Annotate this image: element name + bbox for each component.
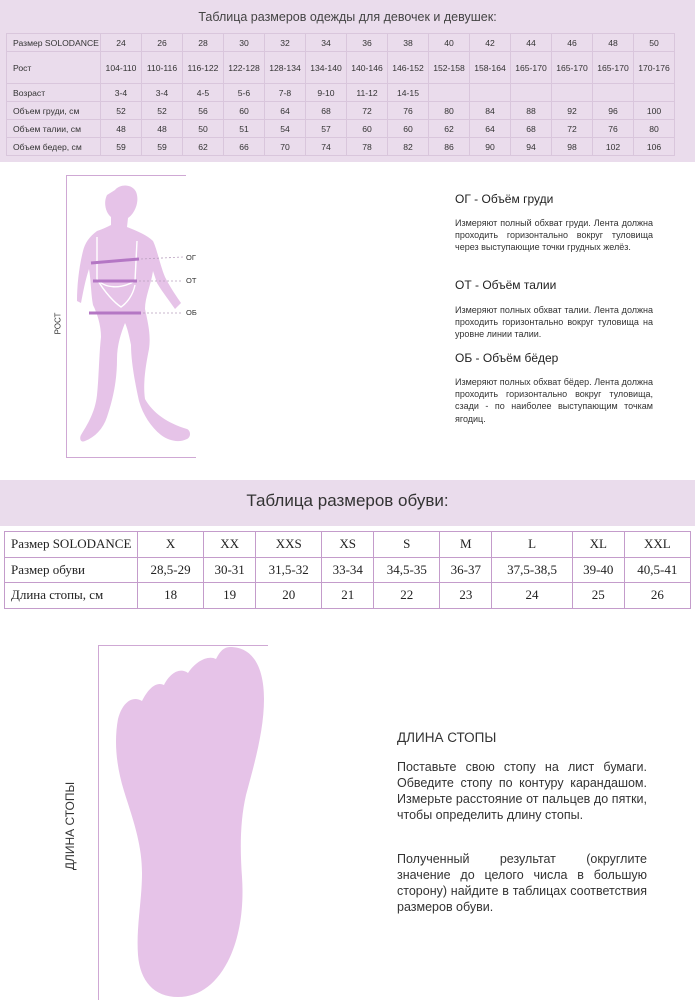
table-cell: 14-15: [388, 84, 429, 102]
table-cell: [429, 84, 470, 102]
table-cell: 165-170: [552, 52, 593, 84]
table-cell: 5-6: [224, 84, 265, 102]
table-cell: 152-158: [429, 52, 470, 84]
table-cell: 68: [511, 120, 552, 138]
table-cell: 31,5-32: [256, 557, 322, 583]
table-cell: 51: [224, 120, 265, 138]
table-cell: 128-134: [265, 52, 306, 84]
table-cell: XL: [572, 532, 624, 558]
table-cell: 59: [101, 138, 142, 156]
waist-definition-title: ОТ - Объём талии: [455, 278, 557, 292]
table-cell: 96: [593, 102, 634, 120]
table-cell: 24: [492, 583, 573, 609]
table-cell: 22: [374, 583, 440, 609]
table-cell: 28: [183, 34, 224, 52]
clothing-size-table: [6, 33, 675, 156]
table-row: [5, 557, 691, 583]
table-cell: [593, 84, 634, 102]
table-cell: 72: [347, 102, 388, 120]
hips-definition-text: Измеряют полных обхват бёдер. Лента должна проходить горизонтально вокруг туловища, сзади - по наиболее выступающим точкам ягодиц.: [455, 377, 653, 424]
foot-instructions-text: Поставьте свою стопу на лист бумаги. Обведите стопу по контуру карандашом. Измерьте расстояние от пальцев до пятки, чтобы определить длину стопы.: [397, 760, 647, 822]
table-cell: XX: [204, 532, 256, 558]
chest-mark-label: ОГ: [186, 253, 196, 262]
table-cell: 21: [322, 583, 374, 609]
table-cell: 42: [470, 34, 511, 52]
table-cell: 122-128: [224, 52, 265, 84]
table-cell: 64: [265, 102, 306, 120]
table-cell: 134-140: [306, 52, 347, 84]
table-cell: 11-12: [347, 84, 388, 102]
table-row: [7, 34, 675, 52]
table-cell: 34,5-35: [374, 557, 440, 583]
chest-definition-text: Измеряют полный обхват груди. Лента должна проходить горизонтально вокруг туловища через выступающие точки грудных желёз.: [455, 218, 653, 253]
foot-guide-line: [98, 645, 99, 1000]
table-cell: 98: [552, 138, 593, 156]
table-cell: L: [492, 532, 573, 558]
table-cell: 70: [265, 138, 306, 156]
table-cell: 100: [634, 102, 675, 120]
table-cell: 60: [388, 120, 429, 138]
chest-definition-title: ОГ - Объём груди: [455, 192, 554, 206]
table-cell: 60: [224, 102, 265, 120]
table-cell: 40,5-41: [624, 557, 690, 583]
table-cell: 62: [429, 120, 470, 138]
table-cell: XXL: [624, 532, 690, 558]
table-cell: 38: [388, 34, 429, 52]
foot-length-label: ДЛИНА СТОПЫ: [63, 781, 77, 871]
table-cell: 56: [183, 102, 224, 120]
table-cell: [552, 84, 593, 102]
table-cell: 52: [142, 102, 183, 120]
table-cell: 74: [306, 138, 347, 156]
table-cell: 165-170: [593, 52, 634, 84]
table-cell: 76: [593, 120, 634, 138]
table-cell: 62: [183, 138, 224, 156]
height-guide-bottom: [66, 457, 196, 458]
row-label: Объем талии, см: [7, 120, 101, 138]
table-cell: 25: [572, 583, 624, 609]
table-cell: 72: [552, 120, 593, 138]
table-cell: 19: [204, 583, 256, 609]
table-cell: 44: [511, 34, 552, 52]
table-cell: 90: [470, 138, 511, 156]
table-cell: 110-116: [142, 52, 183, 84]
table-cell: 18: [138, 583, 204, 609]
table-cell: 23: [440, 583, 492, 609]
table-cell: 116-122: [183, 52, 224, 84]
body-silhouette: [75, 185, 200, 455]
table-cell: M: [440, 532, 492, 558]
table-cell: 4-5: [183, 84, 224, 102]
table-cell: 26: [142, 34, 183, 52]
shoe-size-table: [4, 531, 691, 609]
table-cell: 80: [429, 102, 470, 120]
row-label: Размер SOLODANCE: [7, 34, 101, 52]
table-cell: 92: [552, 102, 593, 120]
table-cell: 104-110: [101, 52, 142, 84]
foot-shape: [116, 647, 264, 997]
table-cell: XXS: [256, 532, 322, 558]
waist-definition-text: Измеряют полных обхват талии. Лента должна проходить горизонтально вокруг туловища на уровне линии талии.: [455, 305, 653, 340]
table-cell: 84: [470, 102, 511, 120]
table-cell: 88: [511, 102, 552, 120]
table-cell: 40: [429, 34, 470, 52]
table-row: [5, 583, 691, 609]
row-label: Возраст: [7, 84, 101, 102]
table-cell: 48: [593, 34, 634, 52]
table-cell: [634, 84, 675, 102]
height-guide-line: [66, 175, 67, 458]
table-cell: 20: [256, 583, 322, 609]
table-cell: 54: [265, 120, 306, 138]
table-cell: S: [374, 532, 440, 558]
table-cell: 9-10: [306, 84, 347, 102]
table-row: [7, 120, 675, 138]
table-cell: 76: [388, 102, 429, 120]
table-cell: 28,5-29: [138, 557, 204, 583]
table-row: [7, 138, 675, 156]
table-cell: 37,5-38,5: [492, 557, 573, 583]
table-row: [7, 102, 675, 120]
table-cell: 36-37: [440, 557, 492, 583]
row-label: Рост: [7, 52, 101, 84]
table-cell: 82: [388, 138, 429, 156]
table-cell: 7-8: [265, 84, 306, 102]
table-cell: 34: [306, 34, 347, 52]
table-cell: 64: [470, 120, 511, 138]
table-row: [7, 52, 675, 84]
row-label: Длина стопы, см: [5, 583, 138, 609]
table-cell: 165-170: [511, 52, 552, 84]
height-guide-top: [66, 175, 186, 176]
hips-mark-label: ОБ: [186, 308, 197, 317]
table-cell: 80: [634, 120, 675, 138]
shoe-table-title: Таблица размеров обуви:: [246, 491, 449, 510]
table-cell: 50: [634, 34, 675, 52]
table-cell: 94: [511, 138, 552, 156]
table-cell: X: [138, 532, 204, 558]
table-cell: 46: [552, 34, 593, 52]
table-cell: 170-176: [634, 52, 675, 84]
table-cell: [470, 84, 511, 102]
table-row: [7, 84, 675, 102]
table-cell: 26: [624, 583, 690, 609]
table-row: [5, 532, 691, 558]
table-cell: 102: [593, 138, 634, 156]
row-label: Размер обуви: [5, 557, 138, 583]
table-cell: 3-4: [142, 84, 183, 102]
table-cell: 146-152: [388, 52, 429, 84]
table-cell: 3-4: [101, 84, 142, 102]
table-cell: 30-31: [204, 557, 256, 583]
table-cell: 48: [142, 120, 183, 138]
table-cell: 48: [101, 120, 142, 138]
table-cell: 36: [347, 34, 388, 52]
table-cell: 106: [634, 138, 675, 156]
table-cell: 30: [224, 34, 265, 52]
table-cell: 33-34: [322, 557, 374, 583]
table-cell: 39-40: [572, 557, 624, 583]
table-cell: 66: [224, 138, 265, 156]
table-cell: 60: [347, 120, 388, 138]
table-cell: 68: [306, 102, 347, 120]
table-cell: 59: [142, 138, 183, 156]
table-cell: 78: [347, 138, 388, 156]
clothing-table-title: Таблица размеров одежды для девочек и девушек:: [198, 10, 497, 24]
foot-silhouette: [112, 645, 272, 1000]
table-cell: 52: [101, 102, 142, 120]
table-cell: 50: [183, 120, 224, 138]
foot-instructions-note: Полученный результат (округлите значение до целого числа в большую сторону) найдите в таблицах соответствия размеров обуви.: [397, 852, 647, 914]
table-cell: [511, 84, 552, 102]
table-cell: 140-146: [347, 52, 388, 84]
table-cell: XS: [322, 532, 374, 558]
row-label: Объем груди, см: [7, 102, 101, 120]
waist-mark-label: ОТ: [186, 276, 197, 285]
hips-definition-title: ОБ - Объём бёдер: [455, 351, 559, 365]
foot-instructions-title: ДЛИНА СТОПЫ: [397, 730, 497, 745]
table-cell: 158-164: [470, 52, 511, 84]
row-label: Размер SOLODANCE: [5, 532, 138, 558]
table-cell: 24: [101, 34, 142, 52]
row-label: Объем бедер, см: [7, 138, 101, 156]
table-cell: 86: [429, 138, 470, 156]
table-cell: 57: [306, 120, 347, 138]
height-label: РОСТ: [53, 312, 63, 335]
table-cell: 32: [265, 34, 306, 52]
